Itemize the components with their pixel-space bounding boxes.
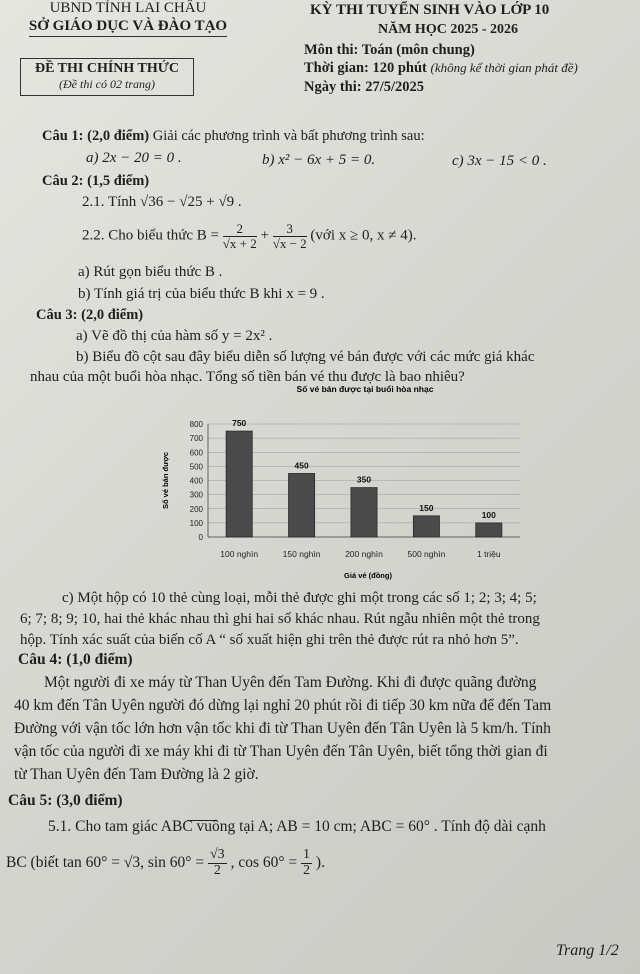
page-number: Trang 1/2 (556, 942, 619, 959)
q2-a: a) Rút gọn biểu thức B . (78, 264, 223, 280)
q2-part2 (82, 222, 416, 250)
exam-time-note: (không kể thời gian phát đề) (430, 60, 578, 75)
data-label: 750 (232, 418, 247, 429)
y-tick-label: 0 (198, 533, 203, 542)
q3-c-line1: c) Một hộp có 10 thẻ cùng loại, mỗi thẻ được ghi một trong các số 1; 2; 3; 4; 5; (62, 590, 537, 606)
q3-c-line2: 6; 7; 8; 9; 10, hai thẻ khác nhau thì ghi hai số khác nhau. Rút ngẫu nhiên một thẻ trong (20, 611, 540, 627)
q4-line2: 40 km đến Tân Uyên người đó dừng lại nghỉ 20 phút rồi đi tiếp 30 km nữa để đến Tam (14, 697, 552, 714)
province-name: UBND TỈNH LAI CHÂU (49, 0, 207, 16)
school-year: NĂM HỌC 2025 - 2026 (378, 22, 518, 37)
q4-line5: từ Than Uyên đến Tam Đường là 2 giờ. (14, 766, 259, 783)
official-label: ĐỀ THI CHÍNH THỨC (34, 61, 180, 76)
y-tick-label: 200 (189, 504, 203, 514)
chart-title: Số vé bán được tại buổi hòa nhạc (296, 384, 434, 394)
q2-part2-lead: 2.2. Cho biểu thức B = (82, 227, 219, 244)
bar (226, 431, 252, 537)
department-name: SỞ GIÁO DỤC VÀ ĐÀO TẠO (29, 18, 227, 37)
q2-condition: (với x ≥ 0, x ≠ 4). (310, 227, 417, 244)
q1-b: b) x² − 6x + 5 = 0. (262, 152, 376, 168)
cos-fraction-num: 1 (303, 847, 311, 862)
q5-line2 (6, 848, 325, 878)
q1-title: Câu 1: (2,0 điểm) (42, 128, 150, 144)
q4-line4: vận tốc của người đi xe máy khi đi từ Than Uyên đến Tân Uyên, biết tổng thời gian đi (14, 743, 548, 760)
bar (413, 516, 439, 537)
q2-fraction-1-num: 2 (223, 222, 257, 237)
exam-time-label: Thời gian: 120 phút (304, 60, 427, 76)
pages-note: (Đề thi có 02 trang) (59, 77, 155, 91)
exam-date: Ngày thi: 27/5/2025 (304, 79, 425, 95)
bar (476, 523, 502, 537)
q5-line2-mid: , cos 60° = (230, 853, 298, 871)
q4-line3: Đường với vận tốc lớn hơn vận tốc khi đi từ Than Uyên đến Tân Uyên là 5 km/h. Tính (14, 720, 551, 737)
q1-text: Giải các phương trình và bất phương trình sau: (152, 128, 425, 144)
official-box (20, 58, 194, 96)
q3-a: a) Vẽ đồ thị của hàm số y = 2x² . (76, 328, 273, 344)
bar (288, 473, 314, 537)
x-tick-label: 500 nghìn (407, 549, 446, 559)
q2-part1: 2.1. Tính √36 − √25 + √9 . (82, 194, 242, 210)
q3-b-line1: b) Biểu đồ cột sau đây biểu diễn số lượng vé bán được với các mức giá khác (76, 349, 535, 365)
q4-title: Câu 4: (1,0 điểm) (18, 651, 133, 668)
x-tick-label: 100 nghìn (220, 549, 259, 559)
q2-fraction-2 (273, 222, 307, 250)
data-label: 450 (294, 460, 309, 471)
exam-time (304, 60, 578, 77)
sin-fraction-den: 2 (213, 862, 221, 878)
q3-title: Câu 3: (2,0 điểm) (36, 307, 144, 323)
y-tick-label: 800 (189, 420, 203, 429)
y-tick-label: 500 (189, 462, 203, 472)
q1-c: c) 3x − 15 < 0 . (452, 153, 547, 169)
issuer-block (8, 0, 248, 37)
data-label: 150 (419, 502, 434, 513)
ticket-sales-bar-chart (140, 382, 540, 588)
q2-fraction-2-den: √x − 2 (272, 235, 307, 251)
data-label: 350 (356, 474, 372, 485)
y-tick-label: 400 (189, 476, 203, 486)
q2-title: Câu 2: (1,5 điểm) (42, 173, 150, 189)
angle-arc-mark (187, 820, 215, 821)
y-tick-label: 100 (189, 518, 203, 528)
exam-title: KỲ THI TUYỂN SINH VÀO LỚP 10 (310, 2, 550, 18)
cos-fraction (301, 848, 312, 878)
q3-c-line3: hộp. Tính xác suất của biến cố A “ số xuất hiện ghi trên thẻ được rút ra nhỏ hơn 5”. (20, 632, 519, 648)
q2-b: b) Tính giá trị của biểu thức B khi x = 9 . (78, 286, 325, 302)
q2-fraction-1 (223, 222, 257, 250)
exam-subject: Môn thi: Toán (môn chung) (304, 42, 475, 58)
data-label: 100 (481, 509, 496, 520)
q5-title: Câu 5: (3,0 điểm) (8, 792, 123, 809)
q2-fraction-1-den: √x + 2 (222, 235, 257, 251)
q3-b-line2: nhau của một buổi hòa nhạc. Tổng số tiền bán vé thu được là bao nhiêu? (30, 369, 465, 385)
sin-fraction (208, 848, 227, 878)
q5-line2-lead: BC (biết tan 60° = √3, sin 60° = (6, 853, 205, 871)
cos-fraction-den: 2 (303, 862, 311, 878)
y-tick-label: 700 (189, 434, 203, 444)
y-tick-label: 600 (189, 448, 203, 458)
sin-fraction-num: √3 (210, 847, 225, 862)
x-tick-label: 1 triệu (476, 549, 501, 559)
bar (351, 488, 377, 537)
q4-line1: Một người đi xe máy từ Than Uyên đến Tam Đường. Khi đi được quãng đường (44, 674, 537, 691)
q5-line2-end: ). (315, 853, 325, 871)
q2-plus: + (260, 227, 269, 244)
q1-a: a) 2x − 20 = 0 . (86, 150, 182, 166)
y-tick-label: 300 (189, 490, 203, 500)
q2-fraction-2-num: 3 (273, 222, 307, 237)
chart-x-label: Giá vé (đồng) (344, 571, 392, 580)
y-tick-labels (190, 420, 204, 542)
chart-y-label: Số vé bán được (161, 451, 170, 510)
x-tick-labels (220, 549, 501, 559)
x-tick-label: 150 nghìn (282, 549, 321, 559)
q1-heading (42, 128, 425, 145)
q5-line1: 5.1. Cho tam giác ABC vuông tại A; AB = 10 cm; ABC = 60° . Tính độ dài cạnh (48, 818, 546, 835)
x-tick-label: 200 nghìn (345, 549, 383, 559)
